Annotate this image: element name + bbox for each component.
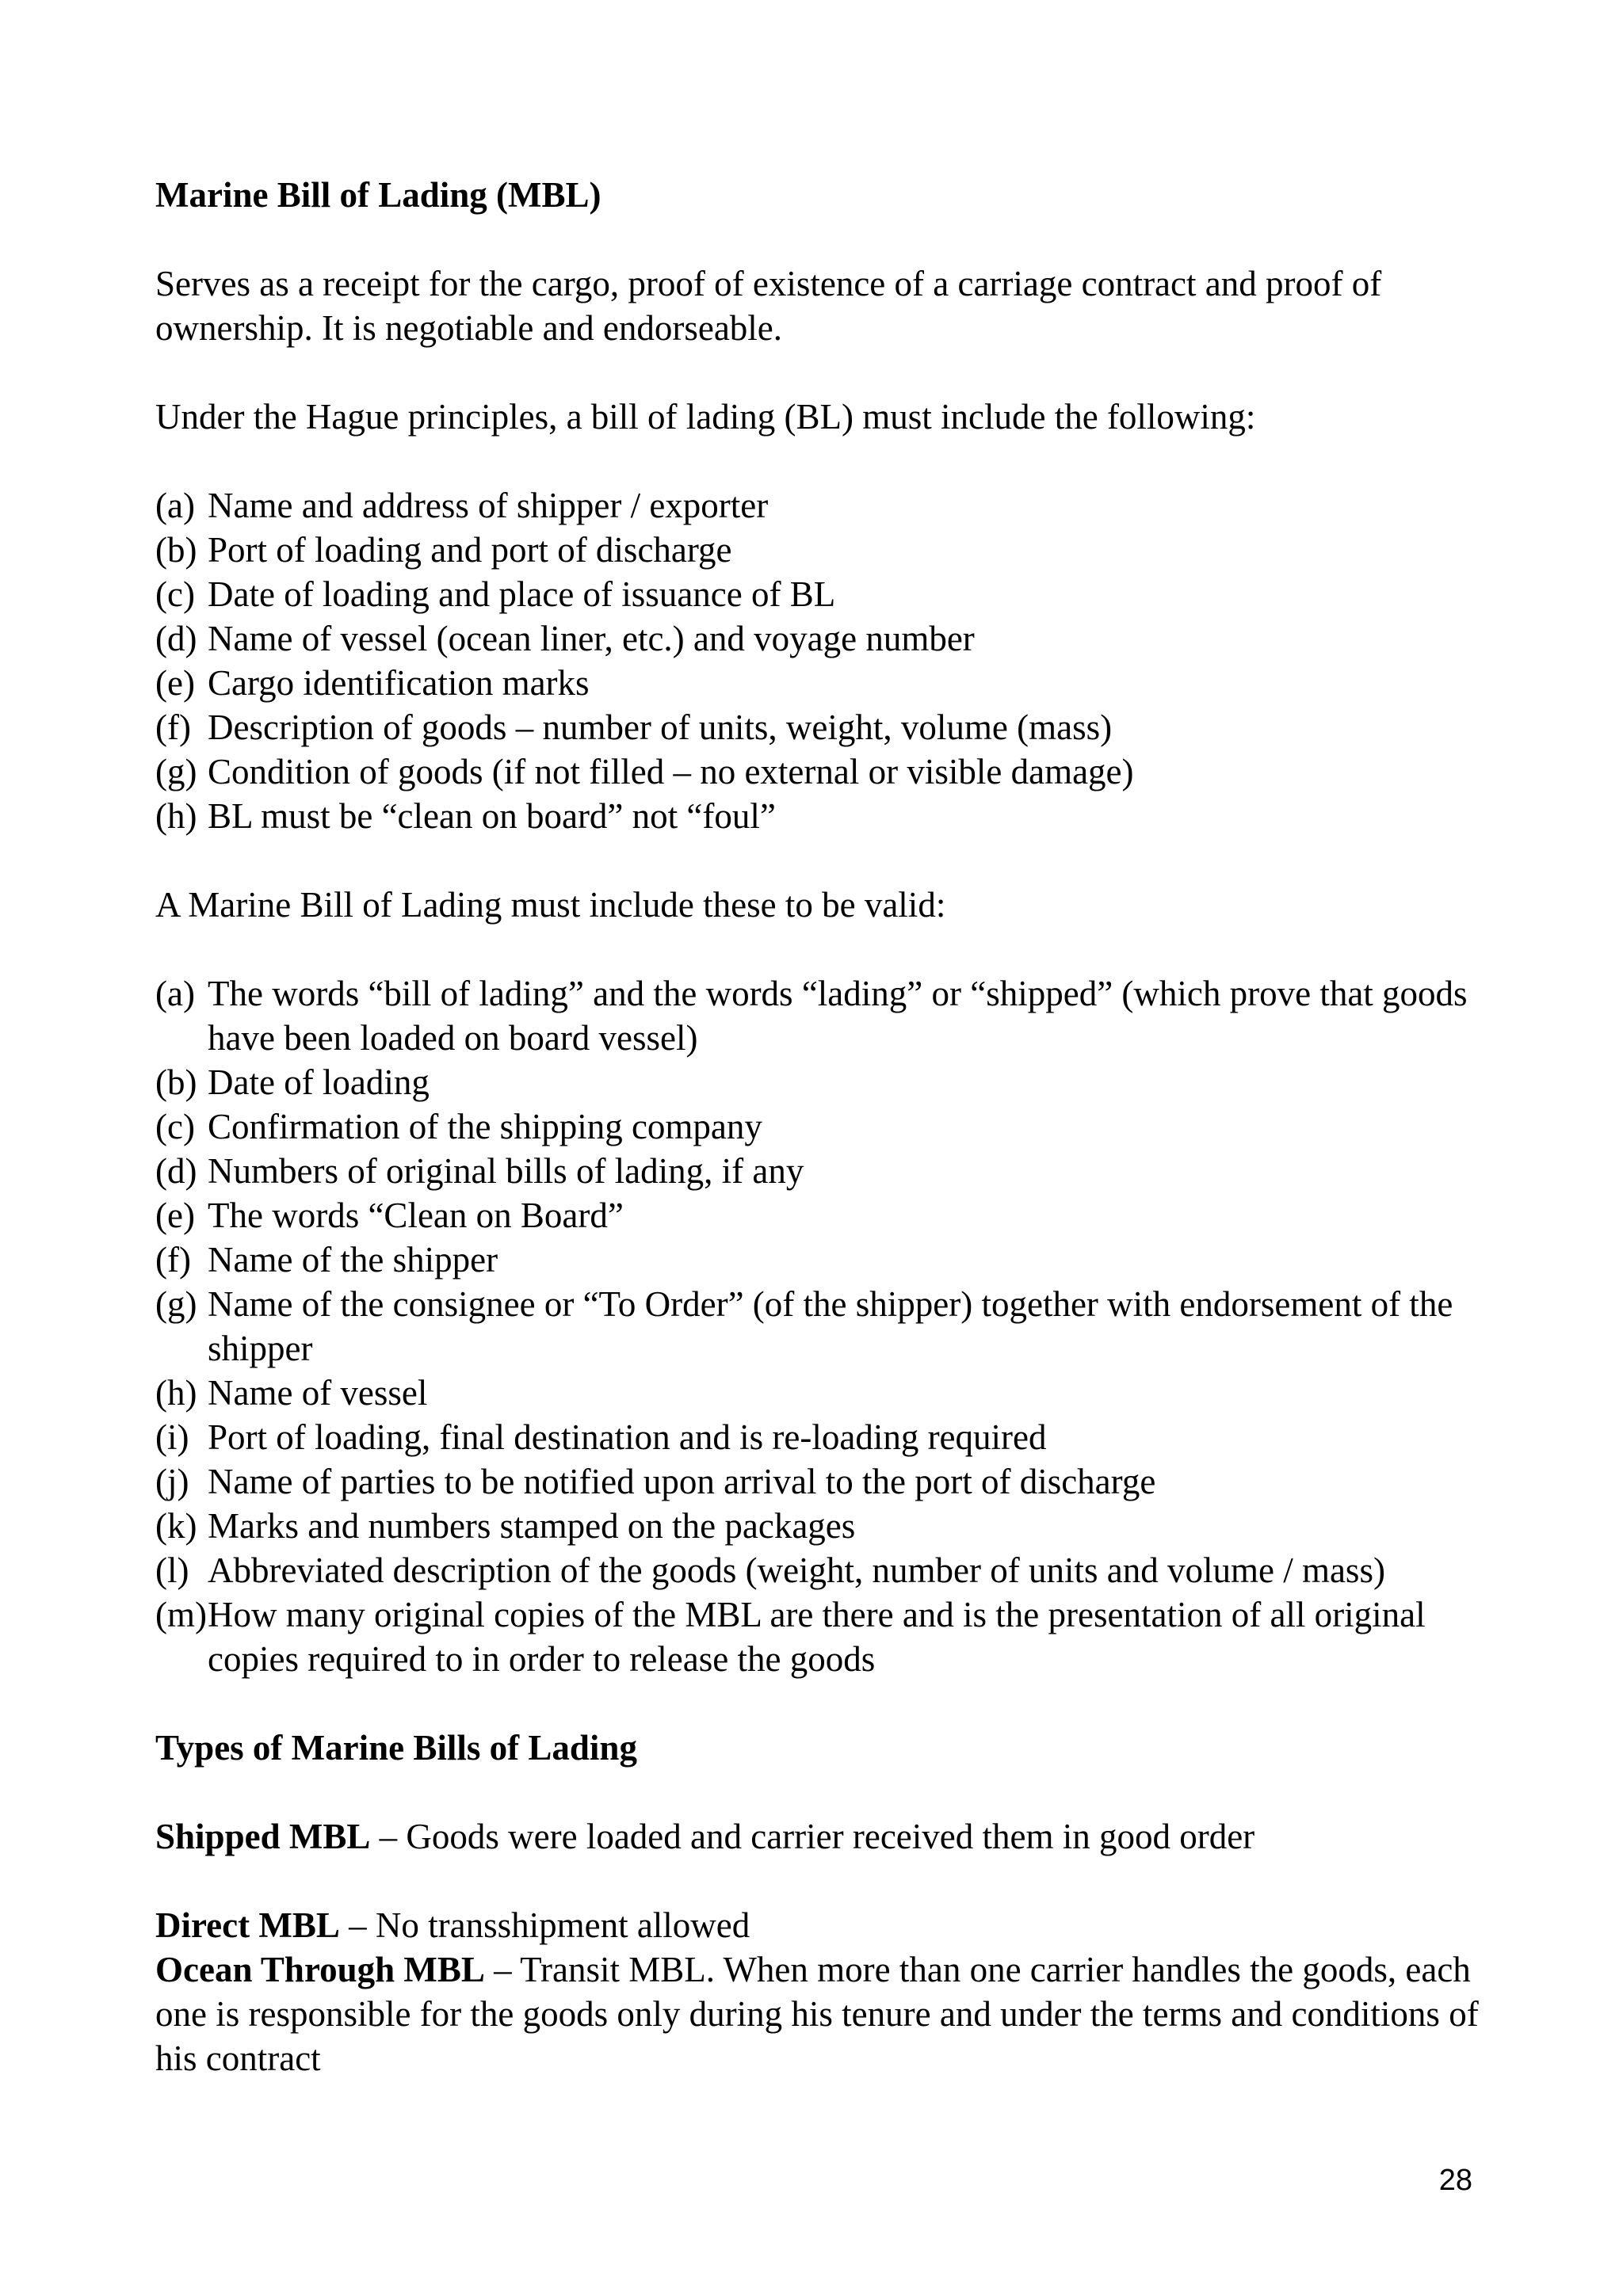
list-marker: (d)	[155, 1151, 197, 1191]
list-item-text: Port of loading and port of discharge	[208, 530, 732, 570]
types-heading: Types of Marine Bills of Lading	[155, 1728, 637, 1768]
list-item-text: Name of vessel	[208, 1373, 428, 1413]
spacer	[155, 1681, 1487, 1726]
list-item	[155, 1415, 1487, 1459]
list-marker: (i)	[155, 1417, 189, 1457]
valid-intro: A Marine Bill of Lading must include these to be valid:	[155, 885, 946, 925]
hague-list	[155, 483, 1487, 838]
list-item	[155, 1238, 1487, 1282]
list-item	[155, 971, 1487, 1060]
list-item	[155, 794, 1487, 838]
list-marker: (k)	[155, 1506, 197, 1546]
list-item-text: BL must be “clean on board” not “foul”	[208, 796, 776, 836]
list-item-text: Cargo identification marks	[208, 663, 590, 703]
spacer	[155, 927, 1487, 971]
list-item	[155, 572, 1487, 616]
list-item	[155, 661, 1487, 705]
list-marker: (c)	[155, 574, 195, 614]
list-item	[155, 1548, 1487, 1592]
list-marker: (b)	[155, 530, 197, 570]
type-description: – No transshipment allowed	[339, 1905, 750, 1945]
list-item	[155, 1282, 1487, 1371]
list-item-text: Marks and numbers stamped on the packages	[208, 1506, 856, 1546]
page-content	[155, 173, 1487, 2081]
spacer	[155, 838, 1487, 883]
list-item-text: Name and address of shipper / exporter	[208, 486, 769, 525]
type-entry-direct	[155, 1903, 1487, 1947]
intro-paragraph: Serves as a receipt for the cargo, proof of existence of a carriage contract and proof of ownership. It is negotiable and endorseable.	[155, 264, 1382, 348]
page-number: 28	[1438, 2164, 1472, 2197]
list-marker: (f)	[155, 707, 191, 747]
list-item	[155, 1149, 1487, 1193]
spacer	[155, 350, 1487, 395]
list-marker: (l)	[155, 1550, 189, 1590]
list-marker: (m)	[155, 1595, 207, 1634]
list-item	[155, 705, 1487, 749]
spacer	[155, 1770, 1487, 1814]
list-item-text: The words “bill of lading” and the words “lading” or “shipped” (which prove that goods have been loaded on board vessel)	[208, 974, 1468, 1058]
list-item-text: Confirmation of the shipping company	[208, 1107, 762, 1146]
spacer	[155, 439, 1487, 483]
list-marker: (e)	[155, 663, 195, 703]
list-item	[155, 1592, 1487, 1681]
spacer	[155, 1859, 1487, 1903]
type-term: Shipped MBL	[155, 1817, 371, 1856]
list-item	[155, 1104, 1487, 1149]
list-item-text: Description of goods – number of units, weight, volume (mass)	[208, 707, 1113, 747]
list-marker: (a)	[155, 486, 195, 525]
list-marker: (a)	[155, 974, 195, 1013]
list-item	[155, 1504, 1487, 1548]
type-term: Ocean Through MBL	[155, 1950, 485, 1989]
type-term: Direct MBL	[155, 1905, 340, 1945]
list-item-text: Abbreviated description of the goods (weight, number of units and volume / mass)	[208, 1550, 1385, 1590]
list-item-text: The words “Clean on Board”	[208, 1196, 624, 1235]
list-item	[155, 528, 1487, 572]
type-description: – Transit MBL. When more than one carrier handles the goods, each one is responsible for the goods only during his tenure and under the terms and conditions of his contract	[155, 1950, 1479, 2078]
list-marker: (g)	[155, 752, 197, 791]
list-marker: (e)	[155, 1196, 195, 1235]
hague-intro: Under the Hague principles, a bill of lading (BL) must include the following:	[155, 397, 1256, 437]
list-item-text: Condition of goods (if not filled – no external or visible damage)	[208, 752, 1134, 791]
list-item	[155, 483, 1487, 528]
list-item-text: How many original copies of the MBL are there and is the presentation of all original copies required to in order to release the goods	[208, 1595, 1426, 1679]
list-marker: (j)	[155, 1462, 189, 1501]
list-item-text: Numbers of original bills of lading, if any	[208, 1151, 804, 1191]
type-description: – Goods were loaded and carrier received them in good order	[370, 1817, 1255, 1856]
list-item-text: Date of loading	[208, 1062, 430, 1102]
list-item	[155, 1193, 1487, 1238]
list-marker: (b)	[155, 1062, 197, 1102]
list-marker: (d)	[155, 619, 197, 658]
list-item-text: Name of parties to be notified upon arrival to the port of discharge	[208, 1462, 1156, 1501]
list-item	[155, 1371, 1487, 1415]
list-item-text: Name of the shipper	[208, 1240, 498, 1280]
type-entry-shipped	[155, 1814, 1487, 1859]
section-title: Marine Bill of Lading (MBL)	[155, 175, 601, 215]
list-marker: (c)	[155, 1107, 195, 1146]
list-item-text: Name of the consignee or “To Order” (of the shipper) together with endorsement of the shipper	[208, 1284, 1453, 1368]
list-item-text: Name of vessel (ocean liner, etc.) and voyage number	[208, 619, 975, 658]
list-item-text: Port of loading, final destination and is re-loading required	[208, 1417, 1047, 1457]
list-marker: (h)	[155, 796, 197, 836]
list-item	[155, 1060, 1487, 1104]
list-item	[155, 1459, 1487, 1504]
validity-list	[155, 971, 1487, 1681]
list-marker: (g)	[155, 1284, 197, 1324]
list-marker: (f)	[155, 1240, 191, 1280]
spacer	[155, 217, 1487, 261]
list-marker: (h)	[155, 1373, 197, 1413]
list-item	[155, 749, 1487, 794]
type-entry-ocean-through	[155, 1947, 1487, 2081]
list-item-text: Date of loading and place of issuance of BL	[208, 574, 836, 614]
list-item	[155, 616, 1487, 661]
